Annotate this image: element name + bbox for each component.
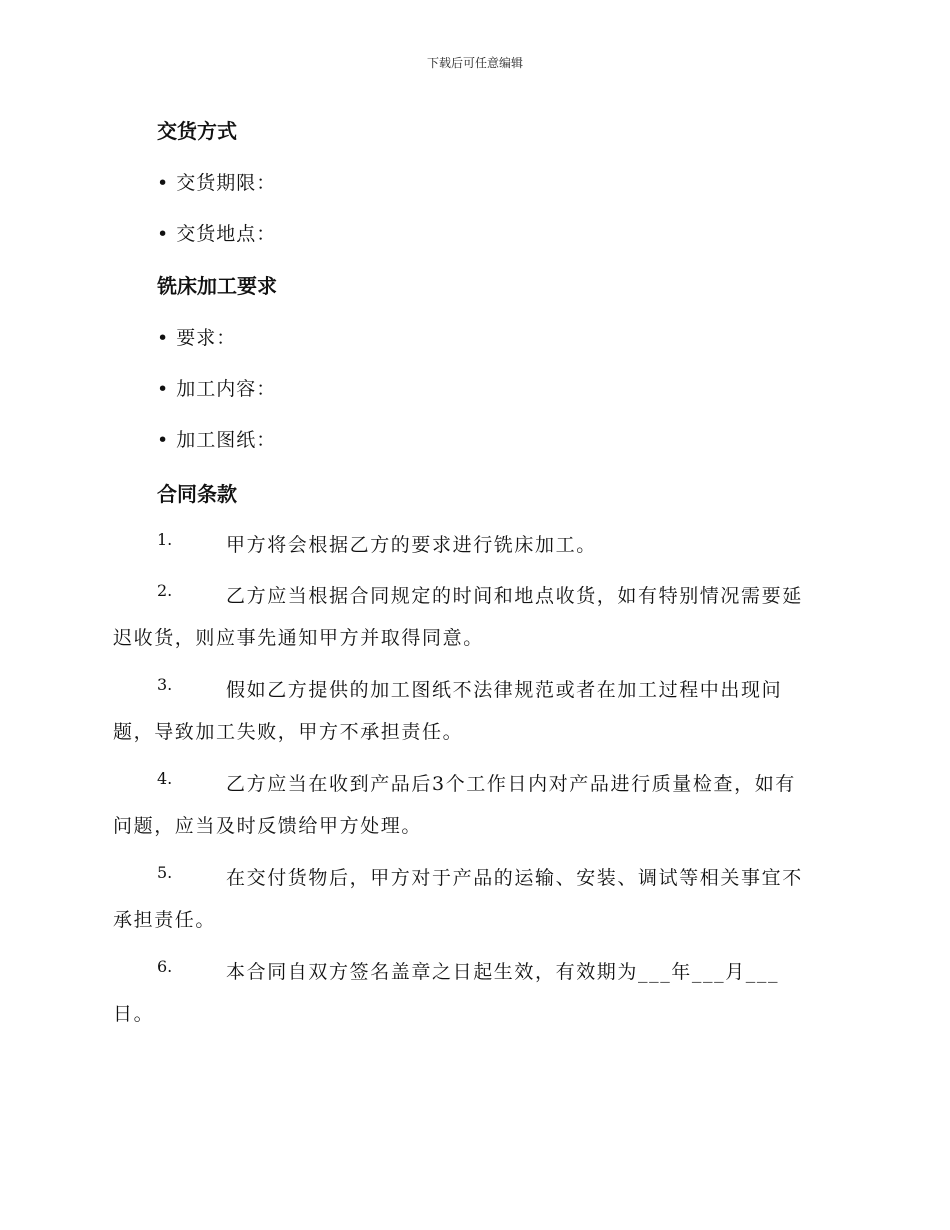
clause-text: 本合同自双方签名盖章之日起生效，有效期为___年___月___ — [226, 961, 780, 983]
clause-number: 5. — [157, 863, 173, 882]
clause-text: 假如乙方提供的加工图纸不法律规范或者在加工过程中出现问 — [226, 679, 783, 701]
list-item-processing-content: • 加工内容： — [157, 378, 277, 400]
list-item-drawings: • 加工图纸： — [157, 429, 277, 451]
clause-number: 4. — [157, 769, 173, 788]
clause-number: 1. — [157, 530, 173, 549]
list-item-requirement: • 要求： — [157, 327, 237, 349]
section-title-milling: 铣床加工要求 — [157, 274, 277, 298]
section-title-terms: 合同条款 — [157, 482, 237, 506]
clause-text: 在交付货物后，甲方对于产品的运输、安装、调试等相关事宜不 — [226, 867, 803, 889]
clause-text: 甲方将会根据乙方的要求进行铣床加工。 — [226, 534, 597, 556]
page-header: 下载后可任意编辑 — [426, 56, 523, 70]
section-title-delivery: 交货方式 — [157, 119, 237, 143]
list-item-delivery-location: • 交货地点： — [157, 223, 277, 245]
clause-text-continued: 问题，应当及时反馈给甲方处理。 — [113, 815, 423, 837]
clause-text: 乙方应当在收到产品后3个工作日内对产品进行质量检查，如有 — [226, 773, 796, 795]
clause-text-continued: 题，导致加工失败，甲方不承担责任。 — [113, 721, 464, 743]
clause-text-continued: 承担责任。 — [113, 909, 217, 931]
clause-text-continued: 日。 — [113, 1003, 155, 1025]
clause-text: 乙方应当根据合同规定的时间和地点收货，如有特别情况需要延 — [226, 585, 803, 607]
clause-number: 6. — [157, 957, 173, 976]
list-item-delivery-deadline: • 交货期限： — [157, 172, 277, 194]
clause-number: 2. — [157, 581, 173, 600]
clause-text-continued: 迟收货，则应事先通知甲方并取得同意。 — [113, 627, 484, 649]
clause-number: 3. — [157, 675, 173, 694]
